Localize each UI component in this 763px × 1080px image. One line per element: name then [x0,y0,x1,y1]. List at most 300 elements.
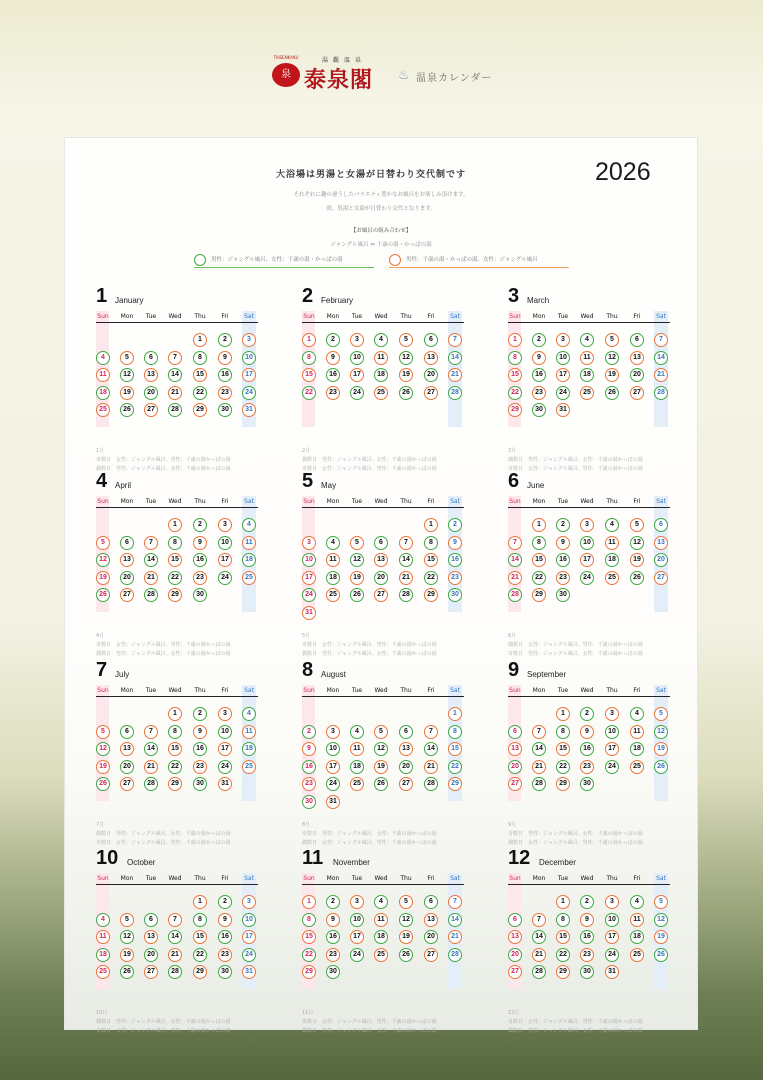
calendar-title: 温泉カレンダー [416,73,493,84]
day-cell: 3 [302,536,316,550]
day-cell: 6 [120,536,134,550]
day-cell: 4 [326,536,340,550]
day-cell: 31 [326,795,340,809]
month-name: January [115,296,144,305]
weekday-tue: Tue [145,498,157,505]
weekday-mon: Mon [326,498,340,505]
weekday-sun: Sun [303,313,315,320]
weekday-wed: Wed [374,498,388,505]
day-cell: 16 [218,930,232,944]
day-cell: 13 [508,742,522,756]
day-cell: 5 [120,351,134,365]
note-line-1: 奇数日 女性：ジャングル風呂、男性：千歳の湯かっぱの湯 [302,642,437,648]
month-july [96,659,258,848]
month-number: 10 [96,847,119,869]
day-cell: 14 [532,930,546,944]
day-cell: 2 [326,895,340,909]
day-cell: 28 [532,965,546,979]
day-cell: 22 [302,948,316,962]
weekday-sun: Sun [509,875,521,882]
day-cell: 6 [654,518,668,532]
day-cell: 3 [580,518,594,532]
day-cell: 20 [508,948,522,962]
weekday-thu: Thu [606,875,618,882]
note-line-2: 奇数日 女性：ジャングル風呂、男性：千歳の湯かっぱの湯 [302,466,437,472]
day-cell: 4 [630,707,644,721]
month-notes [96,447,258,474]
day-cell: 20 [144,386,158,400]
day-cell: 20 [120,571,134,585]
day-cell: 16 [326,368,340,382]
day-cell: 1 [302,333,316,347]
day-cell: 7 [448,895,462,909]
day-cell: 20 [508,760,522,774]
day-cell: 16 [302,760,316,774]
month-grid [508,685,670,801]
day-cell: 20 [120,760,134,774]
weekday-sun: Sun [509,498,521,505]
month-header [508,285,670,310]
day-cell: 20 [399,760,413,774]
day-cell: 11 [630,725,644,739]
month-september [508,659,670,848]
note-label: 5月 [302,633,311,639]
weekday-wed: Wed [580,498,594,505]
day-cell: 15 [193,930,207,944]
day-cell: 14 [399,553,413,567]
day-cell: 14 [168,930,182,944]
month-october [96,847,258,1036]
day-cell: 6 [144,913,158,927]
day-cell: 14 [448,351,462,365]
day-cell: 10 [242,351,256,365]
day-cell: 12 [96,742,110,756]
day-cell: 3 [326,725,340,739]
day-cell: 4 [96,913,110,927]
day-cell: 3 [218,518,232,532]
day-cell: 24 [218,571,232,585]
day-cell: 19 [399,368,413,382]
day-cell: 2 [218,895,232,909]
weekday-wed: Wed [580,687,594,694]
day-cell: 27 [654,571,668,585]
day-cell: 15 [424,553,438,567]
note-line-2: 偶数日 男性：ジャングル風呂、女性：千歳の湯かっぱの湯 [96,466,231,472]
day-cell: 17 [326,760,340,774]
day-cell: 2 [193,518,207,532]
year: 2026 [595,158,651,186]
day-cell: 15 [556,930,570,944]
note-line-2: 奇数日 女性：ジャングル風呂、男性：千歳の湯かっぱの湯 [96,840,231,846]
month-header [302,470,464,495]
day-cell: 21 [424,760,438,774]
weekday-fri: Fri [633,498,641,505]
green-ring-icon [194,254,206,266]
day-cell: 11 [326,553,340,567]
day-cell: 7 [168,351,182,365]
note-line-2: 偶数日 男性：ジャングル風呂、女性：千歳の湯かっぱの湯 [508,1028,643,1034]
day-cell: 22 [168,571,182,585]
day-cell: 1 [168,518,182,532]
day-cell: 15 [168,553,182,567]
day-cell: 28 [168,403,182,417]
note-line-1: 奇数日 男性：ジャングル風呂、女性：千歳の湯かっぱの湯 [302,831,437,837]
day-cell: 18 [374,930,388,944]
day-cell: 24 [350,948,364,962]
month-notes [96,632,258,659]
note-line-1: 偶数日 男性：ジャングル風呂、女性：千歳の湯かっぱの湯 [508,457,643,463]
day-cell: 17 [302,571,316,585]
day-cell: 1 [193,895,207,909]
day-cell: 15 [532,553,546,567]
month-notes [508,447,670,474]
day-cell: 3 [242,333,256,347]
day-cell: 7 [508,536,522,550]
day-cell: 18 [96,386,110,400]
day-cell: 18 [605,553,619,567]
day-cell: 15 [448,742,462,756]
day-cell: 28 [532,777,546,791]
day-cell: 21 [168,386,182,400]
day-cell: 27 [144,403,158,417]
day-cell: 24 [242,386,256,400]
note-line-1: 奇数日 女性：ジャングル風呂、男性：千歳の湯かっぱの湯 [96,457,231,463]
day-cell: 4 [374,333,388,347]
day-cell: 30 [448,588,462,602]
logo-subtext: TAISENKAKU [273,55,299,60]
weekday-wed: Wed [168,498,182,505]
day-cell: 25 [326,588,340,602]
month-november [302,847,464,1036]
day-cell: 22 [556,760,570,774]
day-cell: 23 [193,571,207,585]
day-cell: 22 [302,386,316,400]
day-cell: 20 [654,553,668,567]
day-cell: 17 [218,742,232,756]
logo-name: 泰泉閣 [304,67,374,93]
day-cell: 11 [242,536,256,550]
weekday-sat: Sat [656,498,666,505]
day-cell: 11 [580,351,594,365]
day-cell: 6 [508,913,522,927]
day-cell: 18 [374,368,388,382]
weekday-wed: Wed [168,875,182,882]
day-cell: 5 [399,895,413,909]
day-cell: 4 [242,707,256,721]
day-cell: 26 [399,386,413,400]
day-cell: 12 [399,351,413,365]
day-cell: 8 [168,725,182,739]
month-header [302,847,464,872]
day-cell: 7 [399,536,413,550]
day-cell: 30 [302,795,316,809]
day-cell: 21 [448,930,462,944]
note-line-1: 偶数日 男性：ジャングル風呂、女性：千歳の湯かっぱの湯 [96,1019,231,1025]
orange-ring-icon [389,254,401,266]
day-cell: 8 [556,725,570,739]
day-cell: 18 [580,368,594,382]
day-cell: 24 [218,760,232,774]
legend-orange [389,254,569,268]
day-cell: 19 [120,386,134,400]
month-january [96,285,258,474]
weekday-sun: Sun [509,313,521,320]
weekday-header [508,496,670,508]
day-cell: 3 [242,895,256,909]
weekday-sat: Sat [450,313,460,320]
day-cell: 9 [532,351,546,365]
day-cell: 14 [424,742,438,756]
weekday-sat: Sat [244,875,254,882]
month-march [508,285,670,474]
weekday-mon: Mon [532,313,546,320]
day-cell: 30 [193,588,207,602]
weekday-sun: Sun [303,498,315,505]
weekday-sat: Sat [656,313,666,320]
day-cell: 1 [532,518,546,532]
day-cell: 13 [508,930,522,944]
day-cell: 29 [193,965,207,979]
weekday-tue: Tue [351,313,363,320]
day-cell: 9 [193,725,207,739]
day-cell: 26 [654,760,668,774]
day-cell: 12 [120,368,134,382]
weekday-header [508,685,670,697]
day-cell: 23 [193,760,207,774]
day-cell: 18 [326,571,340,585]
day-cell: 8 [448,725,462,739]
weekday-mon: Mon [326,875,340,882]
day-cell: 20 [424,368,438,382]
month-notes [96,1009,258,1036]
subheading-1: それぞれに趣の違うしたバラエティ豊かなお風呂をお楽しみ頂けます。 [293,192,469,198]
day-cell: 12 [399,913,413,927]
month-number: 12 [508,847,531,869]
main-heading: 大浴場は男湯と女湯が日替わり交代制です [275,170,466,180]
weekday-mon: Mon [532,498,546,505]
day-cell: 7 [448,333,462,347]
day-cell: 10 [242,913,256,927]
month-grid [508,496,670,612]
day-cell: 20 [144,948,158,962]
day-cell: 16 [448,553,462,567]
weekday-header [302,873,464,885]
day-cell: 16 [556,553,570,567]
day-cell: 20 [424,930,438,944]
weekday-wed: Wed [374,313,388,320]
note-line-1: 偶数日 女性：ジャングル風呂、男性：千歳の湯かっぱの湯 [508,642,643,648]
day-cell: 30 [326,965,340,979]
day-cell: 27 [508,777,522,791]
weekday-fri: Fri [221,498,229,505]
day-cell: 23 [448,571,462,585]
day-cell: 7 [532,913,546,927]
day-cell: 1 [508,333,522,347]
day-cell: 30 [556,588,570,602]
month-notes [302,1009,464,1036]
weekday-sat: Sat [244,498,254,505]
day-cell: 19 [96,760,110,774]
day-cell: 7 [424,725,438,739]
day-cell: 24 [605,760,619,774]
day-cell: 9 [580,913,594,927]
weekday-wed: Wed [580,313,594,320]
day-cell: 26 [654,948,668,962]
day-cell: 6 [399,725,413,739]
weekday-fri: Fri [633,875,641,882]
month-name: April [115,481,132,490]
day-cell: 21 [654,368,668,382]
weekday-mon: Mon [120,498,134,505]
day-cell: 10 [605,725,619,739]
month-name: June [527,481,545,490]
day-cell: 14 [168,368,182,382]
day-cell: 1 [556,707,570,721]
day-cell: 23 [556,571,570,585]
month-number: 11 [302,847,324,869]
day-cell: 18 [350,760,364,774]
day-cell: 9 [580,725,594,739]
weekday-mon: Mon [120,687,134,694]
day-cell: 14 [508,553,522,567]
day-cell: 24 [326,777,340,791]
note-label: 2月 [302,448,311,454]
day-cell: 4 [580,333,594,347]
day-cell: 31 [242,403,256,417]
day-cell: 4 [374,895,388,909]
weekday-tue: Tue [145,313,157,320]
day-cell: 13 [630,351,644,365]
day-cell: 21 [448,368,462,382]
day-cell: 3 [556,333,570,347]
legend-green [194,254,374,268]
day-cell: 24 [302,588,316,602]
day-cell: 29 [302,965,316,979]
day-cell: 12 [96,553,110,567]
day-cell: 21 [144,760,158,774]
day-cell: 26 [96,588,110,602]
day-cell: 22 [424,571,438,585]
day-cell: 30 [532,403,546,417]
day-cell: 2 [580,895,594,909]
month-name: May [321,481,337,490]
day-cell: 2 [580,707,594,721]
note-label: 12月 [508,1010,520,1016]
month-february [302,285,464,474]
month-header [96,470,258,495]
month-number: 6 [508,470,520,492]
note-line-2: 奇数日 女性：ジャングル風呂、男性：千歳の湯かっぱの湯 [96,1028,231,1034]
day-cell: 1 [168,707,182,721]
day-cell: 29 [424,588,438,602]
day-cell: 22 [193,386,207,400]
day-cell: 26 [630,571,644,585]
day-cell: 2 [302,725,316,739]
month-notes [508,1009,670,1036]
day-cell: 11 [350,742,364,756]
weekday-tue: Tue [557,313,569,320]
day-cell: 1 [448,707,462,721]
note-line-1: 奇数日 男性：ジャングル風呂、女性：千歳の湯かっぱの湯 [508,831,643,837]
day-cell: 22 [556,948,570,962]
onsen-icon: ♨ [398,68,410,83]
day-cell: 13 [374,553,388,567]
day-cell: 14 [448,913,462,927]
weekday-mon: Mon [326,687,340,694]
weekday-thu: Thu [194,313,206,320]
day-cell: 7 [168,913,182,927]
day-cell: 28 [508,588,522,602]
weekday-thu: Thu [400,687,412,694]
day-cell: 18 [96,948,110,962]
weekday-sun: Sun [303,875,315,882]
weekday-tue: Tue [145,875,157,882]
day-cell: 11 [96,368,110,382]
day-cell: 5 [654,707,668,721]
day-cell: 14 [144,553,158,567]
day-cell: 17 [556,368,570,382]
weekday-wed: Wed [374,687,388,694]
day-cell: 16 [218,368,232,382]
day-cell: 17 [580,553,594,567]
weekday-thu: Thu [194,687,206,694]
day-cell: 14 [144,742,158,756]
weekday-sat: Sat [450,687,460,694]
weekday-fri: Fri [633,687,641,694]
day-cell: 16 [326,930,340,944]
day-cell: 18 [630,930,644,944]
day-cell: 1 [424,518,438,532]
day-cell: 13 [424,913,438,927]
day-cell: 17 [218,553,232,567]
month-grid [508,311,670,427]
note-label: 1月 [96,448,105,454]
weekday-fri: Fri [221,313,229,320]
day-cell: 12 [630,536,644,550]
weekday-thu: Thu [194,498,206,505]
month-number: 4 [96,470,108,492]
note-label: 7月 [96,822,105,828]
weekday-header [508,311,670,323]
day-cell: 2 [448,518,462,532]
day-cell: 12 [654,725,668,739]
day-cell: 27 [630,386,644,400]
day-cell: 14 [532,742,546,756]
day-cell: 8 [302,351,316,365]
weekday-sun: Sun [97,313,109,320]
day-cell: 9 [218,913,232,927]
month-name: February [321,296,354,305]
day-cell: 28 [448,948,462,962]
day-cell: 28 [144,588,158,602]
day-cell: 2 [218,333,232,347]
weekday-header [302,311,464,323]
weekday-thu: Thu [606,687,618,694]
day-cell: 29 [556,777,570,791]
day-cell: 9 [448,536,462,550]
day-cell: 9 [302,742,316,756]
weekday-fri: Fri [427,498,435,505]
day-cell: 25 [605,571,619,585]
day-cell: 16 [193,553,207,567]
day-cell: 13 [399,742,413,756]
day-cell: 24 [556,386,570,400]
weekday-tue: Tue [557,875,569,882]
note-label: 8月 [302,822,311,828]
note-line-2: 偶数日 女性：ジャングル風呂、男性：千歳の湯かっぱの湯 [302,840,437,846]
day-cell: 25 [242,571,256,585]
weekday-tue: Tue [351,875,363,882]
